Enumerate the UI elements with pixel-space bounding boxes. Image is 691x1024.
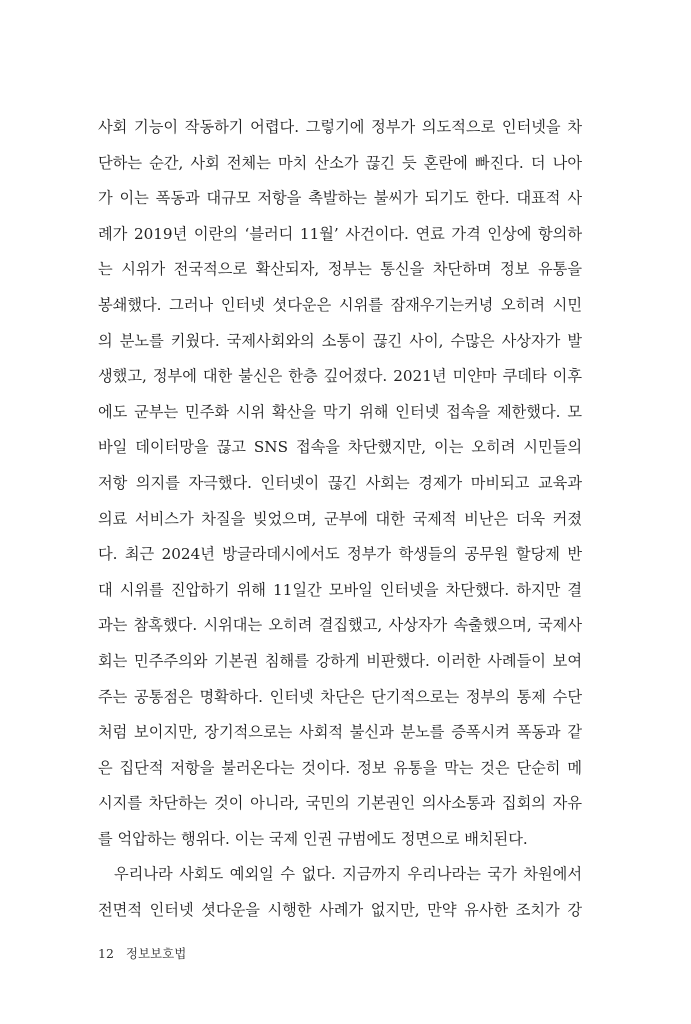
paragraph-first-line: 우리나라 사회도 예외일 수 없다. 지금까지 우리나라는 국가 차원에서	[114, 865, 582, 884]
text-line: 과는 참혹했다. 시위대는 오히려 결집했고, 사상자가 속출했으며, 국제사	[98, 616, 582, 635]
running-title: 정보보호법	[125, 946, 187, 961]
text-line: 의료 서비스가 차질을 빚었으며, 군부에 대한 국제적 비난은 더욱 커졌	[98, 509, 582, 528]
page-footer	[98, 946, 186, 962]
paragraph-end-line: 를 억압하는 행위다. 이는 국제 인권 규범에도 정면으로 배치된다.	[98, 829, 528, 848]
text-line: 회는 민주주의와 기본권 침해를 강하게 비판했다. 이러한 사례들이 보여	[98, 651, 582, 670]
text-line: 처럼 보이지만, 장기적으로는 사회적 불신과 분노를 증폭시켜 폭동과 같	[98, 723, 582, 742]
text-line: 의 분노를 키웠다. 국제사회와의 소통이 끊긴 사이, 수많은 사상자가 발	[98, 331, 582, 350]
text-line: 는 시위가 전국적으로 확산되자, 정부는 통신을 차단하며 정보 유통을	[98, 260, 582, 279]
text-line: 가 이는 폭동과 대규모 저항을 촉발하는 불씨가 되기도 한다. 대표적 사	[98, 189, 582, 208]
text-line: 생했고, 정부에 대한 불신은 한층 깊어졌다. 2021년 미얀마 쿠데타 이후	[98, 367, 582, 386]
text-line: 은 집단적 저항을 불러온다는 것이다. 정보 유통을 막는 것은 단순히 메	[98, 758, 582, 777]
text-line: 전면적 인터넷 셧다운을 시행한 사례가 없지만, 만약 유사한 조치가 강	[98, 901, 582, 920]
text-line: 단하는 순간, 사회 전체는 마치 산소가 끊긴 듯 혼란에 빠진다. 더 나아	[98, 153, 582, 172]
text-line: 례가 2019년 이란의 ‘블러디 11월’ 사건이다. 연료 가격 인상에 항의하	[98, 224, 582, 243]
text-line: 대 시위를 진압하기 위해 11일간 모바일 인터넷을 차단했다. 하지만 결	[98, 580, 582, 599]
body-text	[98, 110, 582, 929]
text-line: 사회 기능이 작동하기 어렵다. 그렇기에 정부가 의도적으로 인터넷을 차	[98, 118, 582, 136]
text-line: 저항 의지를 자극했다. 인터넷이 끊긴 사회는 경제가 마비되고 교육과	[98, 473, 582, 492]
page-number: 12	[98, 946, 114, 961]
text-line: 바일 데이터망을 끊고 SNS 접속을 차단했지만, 이는 오히려 시민들의	[98, 438, 582, 457]
text-line: 시지를 차단하는 것이 아니라, 국민의 기본권인 의사소통과 집회의 자유	[98, 794, 582, 813]
text-line: 다. 최근 2024년 방글라데시에서도 정부가 학생들의 공무원 할당제 반	[98, 545, 582, 564]
text-line: 에도 군부는 민주화 시위 확산을 막기 위해 인터넷 접속을 제한했다. 모	[98, 402, 582, 421]
text-line: 주는 공통점은 명확하다. 인터넷 차단은 단기적으로는 정부의 통제 수단	[98, 687, 582, 706]
text-line: 봉쇄했다. 그러나 인터넷 셧다운은 시위를 잠재우기는커녕 오히려 시민	[98, 295, 582, 314]
